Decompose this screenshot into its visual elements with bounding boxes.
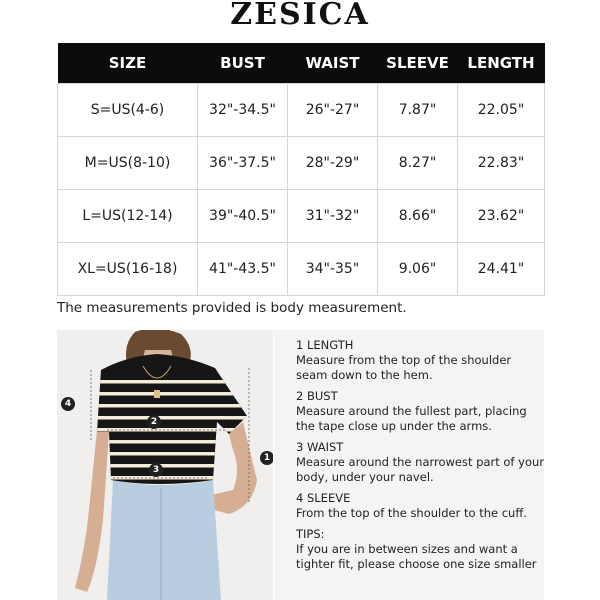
guide-text: If you are in between sizes and want a tighter fit, please choose one size smaller xyxy=(296,542,537,571)
cell-size: S=US(4-6) xyxy=(58,84,198,137)
cell-size: M=US(8-10) xyxy=(58,137,198,190)
measurement-note: The measurements provided is body measurement. xyxy=(57,300,407,316)
header-waist: WAIST xyxy=(288,43,378,84)
cell-waist: 31"-32" xyxy=(288,190,378,243)
model-photo xyxy=(57,330,273,600)
brand-logo: ZESICA xyxy=(230,0,370,32)
guide-text: From the top of the shoulder to the cuff. xyxy=(296,506,527,520)
guide-title: 2 BUST xyxy=(296,389,338,403)
table-row xyxy=(58,137,545,190)
table-row xyxy=(58,84,545,137)
cell-length: 22.05" xyxy=(458,84,545,137)
cell-waist: 26"-27" xyxy=(288,84,378,137)
left-arm xyxy=(75,430,109,592)
cell-length: 22.83" xyxy=(458,137,545,190)
header-sleeve: SLEEVE xyxy=(378,43,458,84)
marker-sleeve: 4 xyxy=(61,397,75,411)
guide-item-tips xyxy=(296,527,546,572)
cell-bust: 39"-40.5" xyxy=(198,190,288,243)
marker-length: 1 xyxy=(260,451,273,465)
guide-text: Measure around the fullest part, placing the tape close up under the arms. xyxy=(296,404,527,433)
cell-sleeve: 8.27" xyxy=(378,137,458,190)
cell-size: L=US(12-14) xyxy=(58,190,198,243)
guide-title: TIPS: xyxy=(296,527,325,541)
cell-waist: 34"-35" xyxy=(288,243,378,296)
table-row xyxy=(58,243,545,296)
guide-title: 4 SLEEVE xyxy=(296,491,351,505)
guide-title: 3 WAIST xyxy=(296,440,344,454)
necklace-pendant xyxy=(154,390,160,398)
guide-item-waist xyxy=(296,440,546,485)
header-bust: BUST xyxy=(198,43,288,84)
cell-bust: 32"-34.5" xyxy=(198,84,288,137)
cell-sleeve: 8.66" xyxy=(378,190,458,243)
marker-bust: 2 xyxy=(147,415,161,429)
marker-waist: 3 xyxy=(149,463,163,477)
guide-item-bust xyxy=(296,389,546,434)
jeans-shape xyxy=(107,480,221,600)
header-size: SIZE xyxy=(58,43,198,84)
table-header-row xyxy=(58,43,545,84)
cell-length: 24.41" xyxy=(458,243,545,296)
cell-sleeve: 9.06" xyxy=(378,243,458,296)
cell-bust: 41"-43.5" xyxy=(198,243,288,296)
header-length: LENGTH xyxy=(458,43,545,84)
cell-size: XL=US(16-18) xyxy=(58,243,198,296)
table-row xyxy=(58,190,545,243)
guide-item-sleeve xyxy=(296,491,546,521)
guide-text: Measure from the top of the shoulder seam down to the hem. xyxy=(296,353,512,382)
cell-bust: 36"-37.5" xyxy=(198,137,288,190)
cell-waist: 28"-29" xyxy=(288,137,378,190)
model-illustration xyxy=(57,330,273,600)
cell-sleeve: 7.87" xyxy=(378,84,458,137)
guide-item-length xyxy=(296,338,546,383)
cell-length: 23.62" xyxy=(458,190,545,243)
size-chart-table xyxy=(57,43,545,296)
guide-text: Measure around the narrowest part of your body, under your navel. xyxy=(296,455,544,484)
measuring-guide xyxy=(296,338,546,578)
guide-title: 1 LENGTH xyxy=(296,338,354,352)
